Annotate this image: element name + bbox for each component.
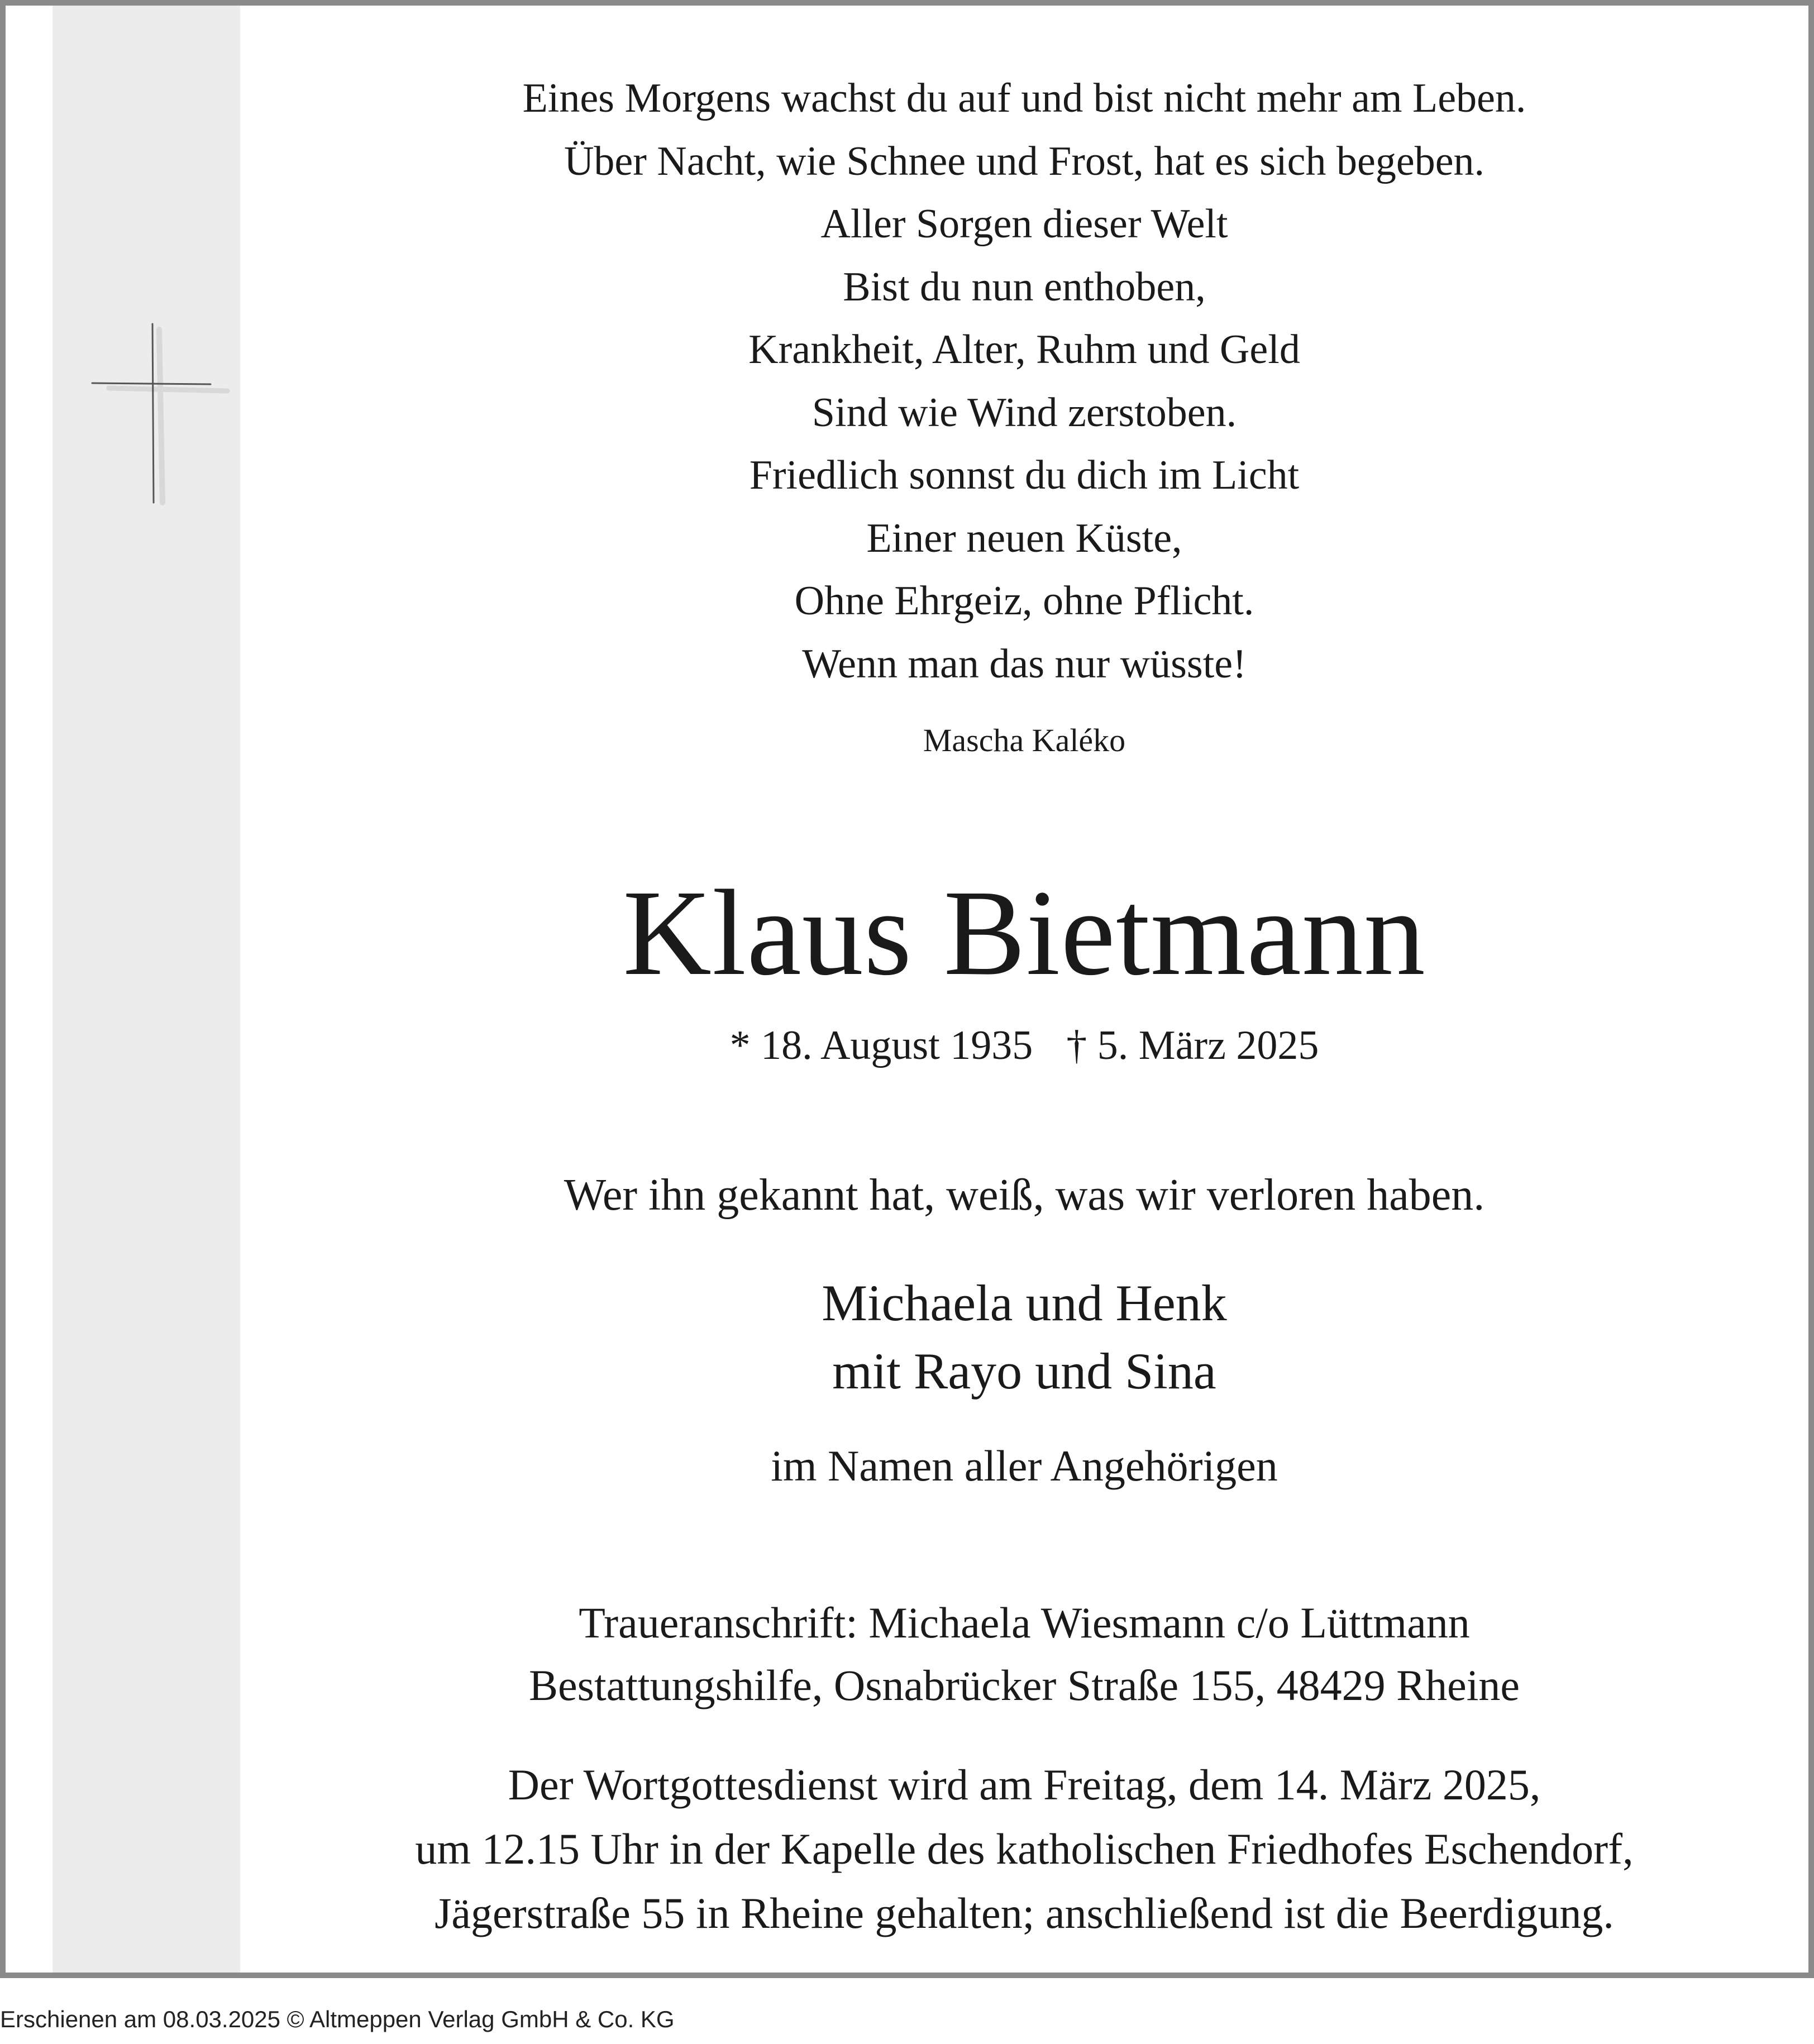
mourners-line: mit Rayo und Sina — [832, 1343, 1216, 1400]
mourning-address — [240, 1592, 1808, 1717]
death-date: † 5. März 2025 — [1066, 1023, 1319, 1068]
service-line: Jägerstraße 55 in Rheine gehalten; anschließend ist die Beerdigung. — [435, 1889, 1614, 1937]
poem — [240, 67, 1808, 695]
address-line: Traueranschrift: Michaela Wiesmann c/o Lüttmann — [579, 1598, 1470, 1647]
poem-line: Friedlich sonnst du dich im Licht — [749, 452, 1300, 498]
service-details — [240, 1752, 1808, 1945]
decorative-side-strip — [52, 6, 240, 1973]
poem-line: Sind wie Wind zerstoben. — [811, 389, 1237, 436]
address-line: Bestattungshilfe, Osnabrücker Straße 155, 48429 Rheine — [528, 1661, 1520, 1709]
poem-author: Mascha Kaléko — [923, 722, 1126, 758]
on-behalf-line: im Namen aller Angehörigen — [771, 1441, 1278, 1490]
service-line: Der Wortgottesdienst wird am Freitag, dem 14. März 2025, — [508, 1760, 1541, 1809]
obituary-content — [240, 6, 1808, 1973]
publication-footer: Erschienen am 08.03.2025 © Altmeppen Verlag GmbH & Co. KG — [0, 2006, 675, 2032]
memorial-quote: Wer ihn gekannt hat, weiß, was wir verloren haben. — [564, 1171, 1485, 1220]
life-dates — [240, 1018, 1808, 1073]
poem-line: Bist du nun enthoben, — [843, 264, 1206, 310]
birth-date: * 18. August 1935 — [729, 1023, 1033, 1068]
deceased-name: Klaus Bietmann — [623, 865, 1426, 1001]
mourners-line: Michaela und Henk — [822, 1274, 1227, 1331]
poem-line: Ohne Ehrgeiz, ohne Pflicht. — [794, 578, 1254, 624]
poem-line: Eines Morgens wachst du auf und bist nicht mehr am Leben. — [522, 75, 1526, 121]
poem-line: Krankheit, Alter, Ruhm und Geld — [748, 327, 1300, 372]
poem-line: Einer neuen Küste, — [866, 515, 1182, 561]
mourners — [240, 1269, 1808, 1405]
poem-line: Aller Sorgen dieser Welt — [820, 201, 1228, 247]
cross-icon — [87, 318, 232, 508]
poem-line: Über Nacht, wie Schnee und Frost, hat es sich begeben. — [564, 138, 1485, 184]
poem-line: Wenn man das nur wüsste! — [802, 641, 1247, 687]
service-line: um 12.15 Uhr in der Kapelle des katholischen Friedhofes Eschendorf, — [415, 1825, 1634, 1873]
